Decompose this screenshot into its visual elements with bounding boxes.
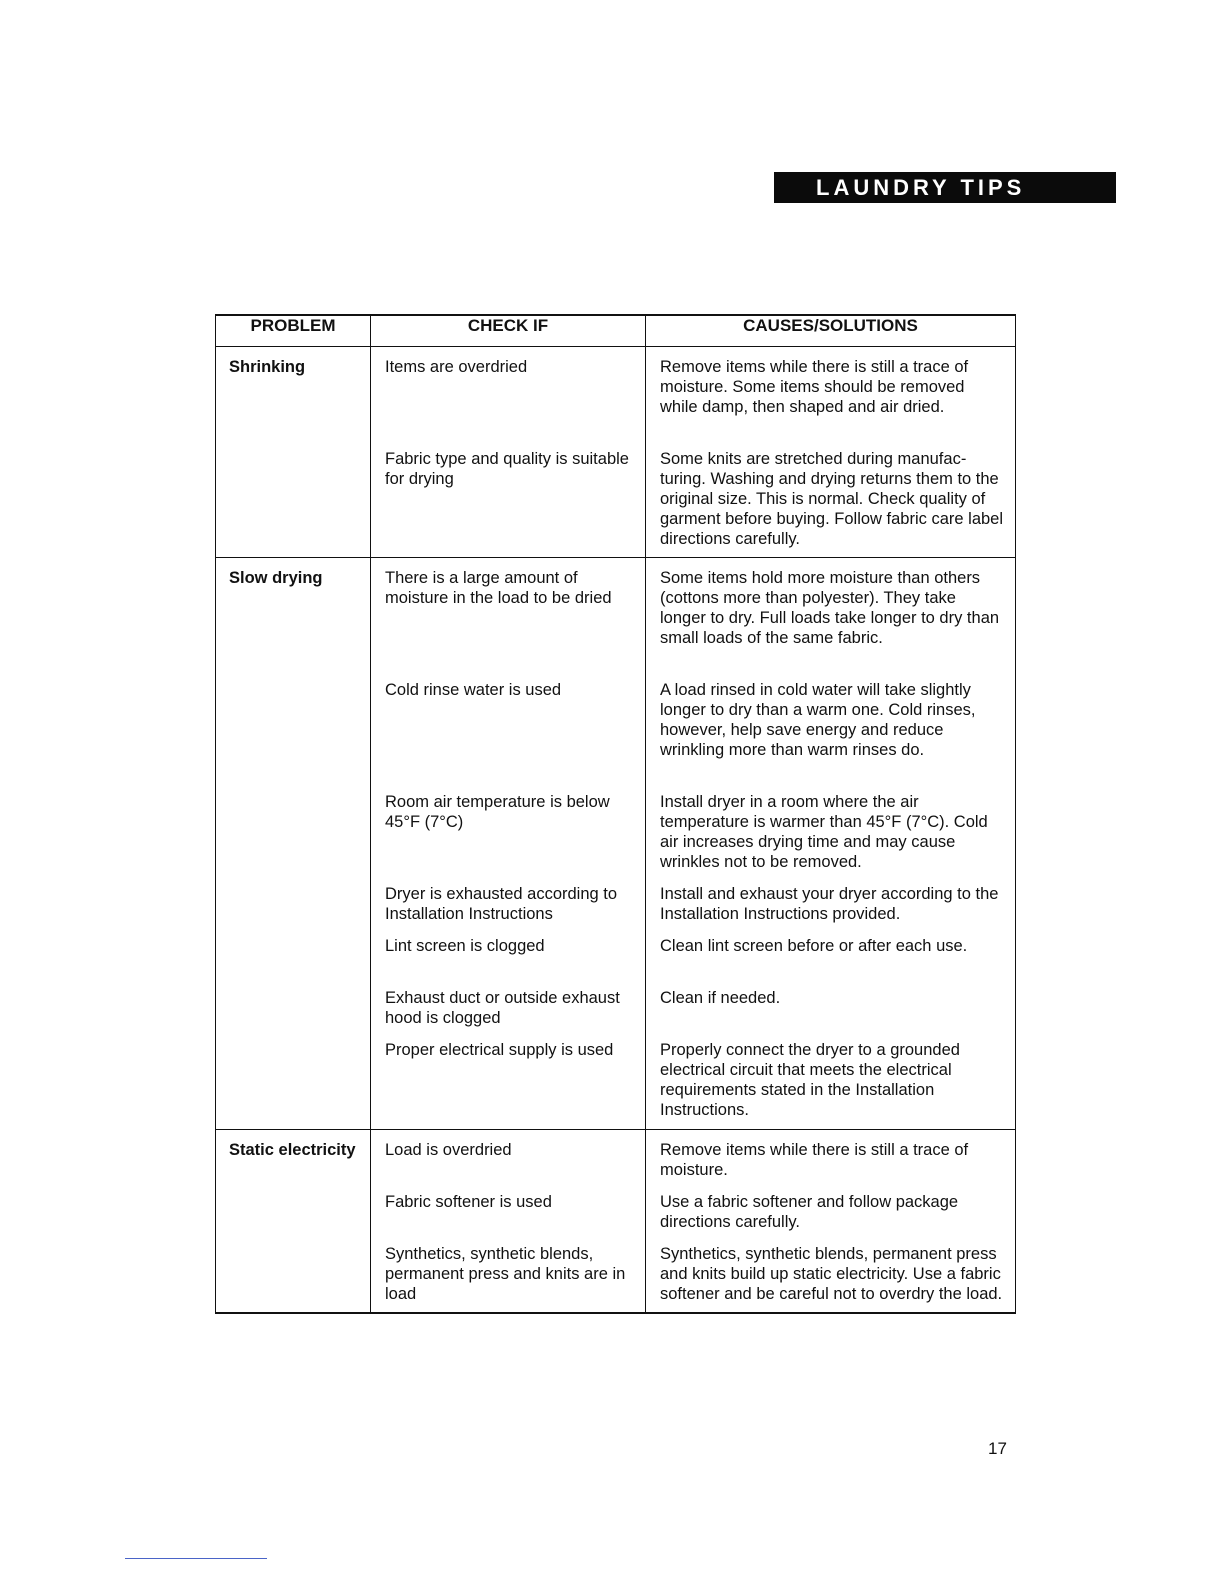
problem-label: Slow drying [216,558,371,1130]
check-if-entry: There is a large amount of moisture in the load to be dried [385,569,612,607]
check-if-cell [371,1130,646,1314]
cause-entry: Some items hold more moisture than others (cottons more than polyester). They take longer to dry. Full loads take longer to dry than small loads of the same fabric. [660,569,1000,647]
check-if-entry: Fabric softener is used [385,1193,552,1211]
check-if-entry: Fabric type and quality is suitable for drying [385,450,629,488]
check-if-entry: Room air temperature is below 45°F (7°C) [385,793,610,831]
cause-entry: Clean lint screen before or after each use. [660,937,968,955]
causes-solutions-cell [646,558,1016,1130]
cause-entry: Remove items while there is still a trace of moisture. Some items should be removed while damp, then shaped and air dried. [660,358,969,416]
cause-entry: Some knits are stretched during manufac- turing. Washing and drying returns them to the original size. This is normal. Check quality of garment before buying. Follow fabric care label directions carefully. [660,450,1004,548]
cause-entry: Synthetics, synthetic blends, permanent press and knits build up static electricity. Use a fabric softener and be careful not to overdry the load. [660,1245,1003,1303]
causes-solutions-cell [646,1130,1016,1314]
check-if-entry: Items are overdried [385,358,528,376]
troubleshooting-table-wrapper [215,314,1015,1314]
cause-entry: Use a fabric softener and follow package directions carefully. [660,1193,959,1231]
cause-entry: Install and exhaust your dryer according to the Installation Instructions provided. [660,885,999,923]
problem-label: Static electricity [216,1130,371,1314]
check-if-entry: Cold rinse water is used [385,681,562,699]
cause-entry: Properly connect the dryer to a grounded electrical circuit that meets the electrical requirements stated in the Installation Instructions. [660,1041,960,1119]
column-header-check-if: CHECK IF [371,315,646,347]
causes-solutions-cell [646,347,1016,558]
column-header-causes-solutions: CAUSES/SOLUTIONS [646,315,1016,347]
cause-entry: Clean if needed. [660,989,781,1007]
check-if-entry: Dryer is exhausted according to Installation Instructions [385,885,618,923]
problem-group-shrinking [216,347,1016,558]
problem-group-slow-drying [216,558,1016,1130]
check-if-cell [371,347,646,558]
problem-label: Shrinking [216,347,371,558]
cause-entry: Remove items while there is still a trace of moisture. [660,1141,969,1179]
check-if-entry: Proper electrical supply is used [385,1041,614,1059]
check-if-cell [371,558,646,1130]
footer-rule [125,1558,267,1559]
column-header-problem: PROBLEM [216,315,371,347]
table-header-row [216,315,1016,347]
section-banner: LAUNDRY TIPS [774,172,1116,203]
check-if-entry: Synthetics, synthetic blends, permanent press and knits are in load [385,1245,626,1303]
cause-entry: A load rinsed in cold water will take slightly longer to dry than a warm one. Cold rinses, however, help save energy and reduce wrinkling more than warm rinses do. [660,681,976,759]
troubleshooting-table [215,314,1016,1314]
check-if-entry: Load is overdried [385,1141,512,1159]
problem-group-static-electricity [216,1130,1016,1314]
page-number: 17 [988,1439,1007,1458]
check-if-entry: Exhaust duct or outside exhaust hood is clogged [385,989,620,1027]
cause-entry: Install dryer in a room where the air temperature is warmer than 45°F (7°C). Cold air increases drying time and may cause wrinkles not to be removed. [660,793,988,871]
check-if-entry: Lint screen is clogged [385,937,545,955]
